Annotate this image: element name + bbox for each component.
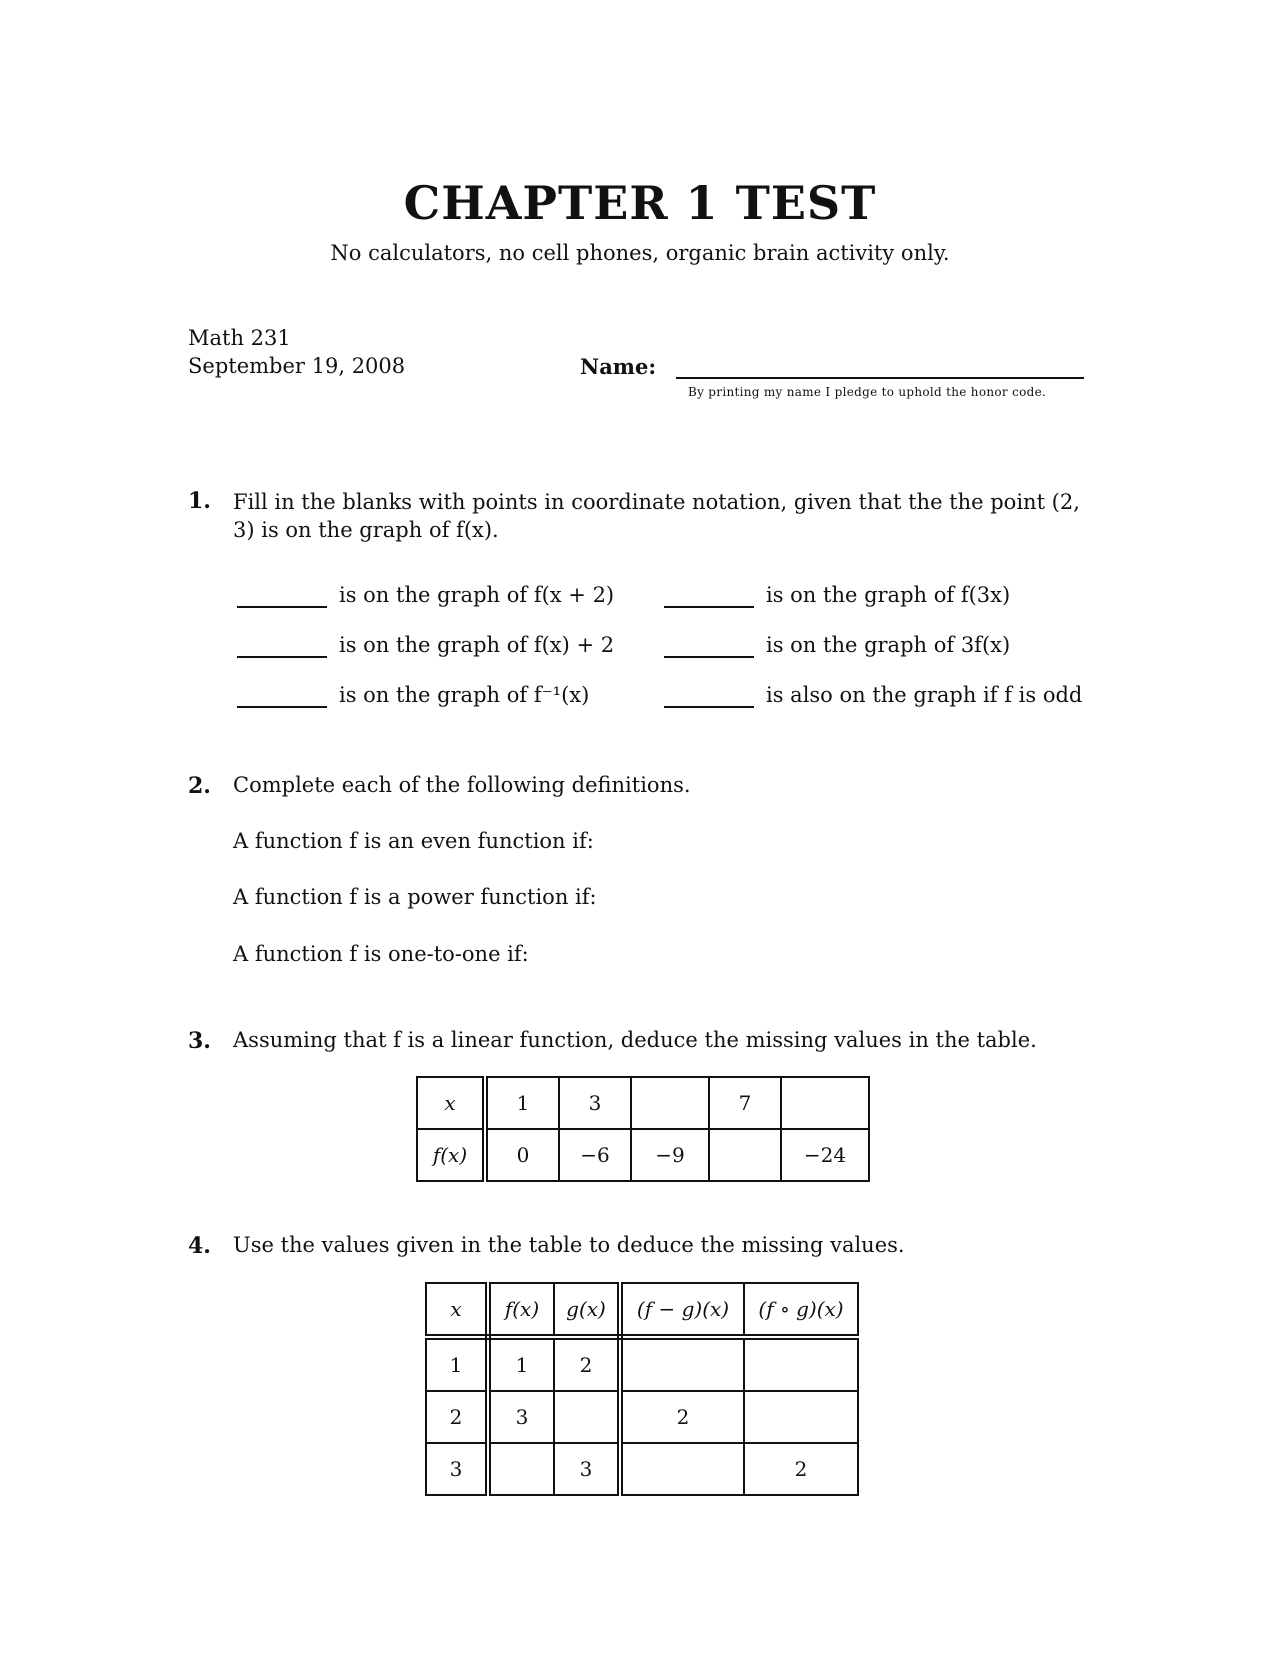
name-field-line[interactable] bbox=[676, 377, 1084, 379]
q4-cell: 2 bbox=[554, 1337, 620, 1391]
q4-cell[interactable] bbox=[554, 1391, 620, 1443]
q4-table bbox=[425, 1282, 859, 1496]
q3-row-f bbox=[417, 1129, 869, 1181]
q4-header-cell: (f − g)(x) bbox=[620, 1283, 744, 1337]
q4-header-cell: f(x) bbox=[488, 1283, 554, 1337]
q4-cell[interactable] bbox=[744, 1391, 858, 1443]
q3-cell[interactable] bbox=[631, 1077, 709, 1129]
q4-cell: 3 bbox=[554, 1443, 620, 1495]
q3-row-x bbox=[417, 1077, 869, 1129]
q4-cell[interactable] bbox=[744, 1337, 858, 1391]
date-label: September 19, 2008 bbox=[188, 354, 406, 378]
q1-blank-3[interactable] bbox=[237, 706, 327, 708]
q4-header-row bbox=[426, 1283, 858, 1337]
q2-number: 2. bbox=[188, 773, 211, 799]
q3-text: Assuming that f is a linear function, deduce the missing values in the table. bbox=[233, 1028, 1037, 1052]
q1-right-2: is on the graph of 3f(x) bbox=[766, 633, 1011, 657]
page-subtitle: No calculators, no cell phones, organic brain activity only. bbox=[330, 241, 950, 265]
q3-cell: −6 bbox=[559, 1129, 631, 1181]
q4-cell: 2 bbox=[426, 1391, 488, 1443]
q2-text: Complete each of the following definitions. bbox=[233, 773, 691, 797]
q4-row bbox=[426, 1391, 858, 1443]
q1-blank-4[interactable] bbox=[664, 606, 754, 608]
q3-cell: −9 bbox=[631, 1129, 709, 1181]
q3-table bbox=[416, 1076, 870, 1182]
q1-blank-6[interactable] bbox=[664, 706, 754, 708]
q4-cell[interactable] bbox=[488, 1443, 554, 1495]
q4-number: 4. bbox=[188, 1233, 211, 1259]
q1-blank-2[interactable] bbox=[237, 656, 327, 658]
q4-text: Use the values given in the table to deduce the missing values. bbox=[233, 1233, 905, 1257]
q3-cell: f(x) bbox=[417, 1129, 485, 1181]
q4-cell: 2 bbox=[620, 1391, 744, 1443]
q4-row bbox=[426, 1443, 858, 1495]
q3-number: 3. bbox=[188, 1028, 211, 1054]
q1-right-1: is on the graph of f(3x) bbox=[766, 583, 1011, 607]
q3-cell: 3 bbox=[559, 1077, 631, 1129]
q4-cell: 3 bbox=[426, 1443, 488, 1495]
q4-row bbox=[426, 1337, 858, 1391]
q1-blank-5[interactable] bbox=[664, 656, 754, 658]
q4-cell: 1 bbox=[426, 1337, 488, 1391]
q2-def-even: A function f is an even function if: bbox=[233, 829, 594, 853]
q3-cell: 1 bbox=[485, 1077, 559, 1129]
q1-right-3: is also on the graph if f is odd bbox=[766, 683, 1083, 707]
q1-text: Fill in the blanks with points in coordinate notation, given that the the point (2, 3) is on the graph of f(x). bbox=[233, 490, 1080, 542]
q3-cell: 7 bbox=[709, 1077, 781, 1129]
q3-cell: 0 bbox=[485, 1129, 559, 1181]
q3-cell: −24 bbox=[781, 1129, 869, 1181]
q4-cell: 1 bbox=[488, 1337, 554, 1391]
q1-blank-1[interactable] bbox=[237, 606, 327, 608]
q3-cell: x bbox=[417, 1077, 485, 1129]
q1-left-3: is on the graph of f⁻¹(x) bbox=[339, 683, 590, 707]
name-label: Name: bbox=[580, 354, 657, 379]
q4-cell[interactable] bbox=[620, 1337, 744, 1391]
q4-cell[interactable] bbox=[620, 1443, 744, 1495]
q3-cell[interactable] bbox=[709, 1129, 781, 1181]
q4-header-cell: (f ∘ g)(x) bbox=[744, 1283, 858, 1337]
q1-left-2: is on the graph of f(x) + 2 bbox=[339, 633, 615, 657]
honor-pledge: By printing my name I pledge to uphold the honor code. bbox=[688, 385, 1047, 399]
q4-cell: 2 bbox=[744, 1443, 858, 1495]
q2-def-one-to-one: A function f is one-to-one if: bbox=[233, 942, 529, 966]
q4-cell: 3 bbox=[488, 1391, 554, 1443]
q1-left-1: is on the graph of f(x + 2) bbox=[339, 583, 615, 607]
q4-header-cell: g(x) bbox=[554, 1283, 620, 1337]
page-title: CHAPTER 1 TEST bbox=[403, 176, 877, 230]
q4-header-cell: x bbox=[426, 1283, 488, 1337]
q1-number: 1. bbox=[188, 488, 211, 514]
q2-def-power: A function f is a power function if: bbox=[233, 885, 597, 909]
q3-cell[interactable] bbox=[781, 1077, 869, 1129]
course-label: Math 231 bbox=[188, 326, 291, 350]
